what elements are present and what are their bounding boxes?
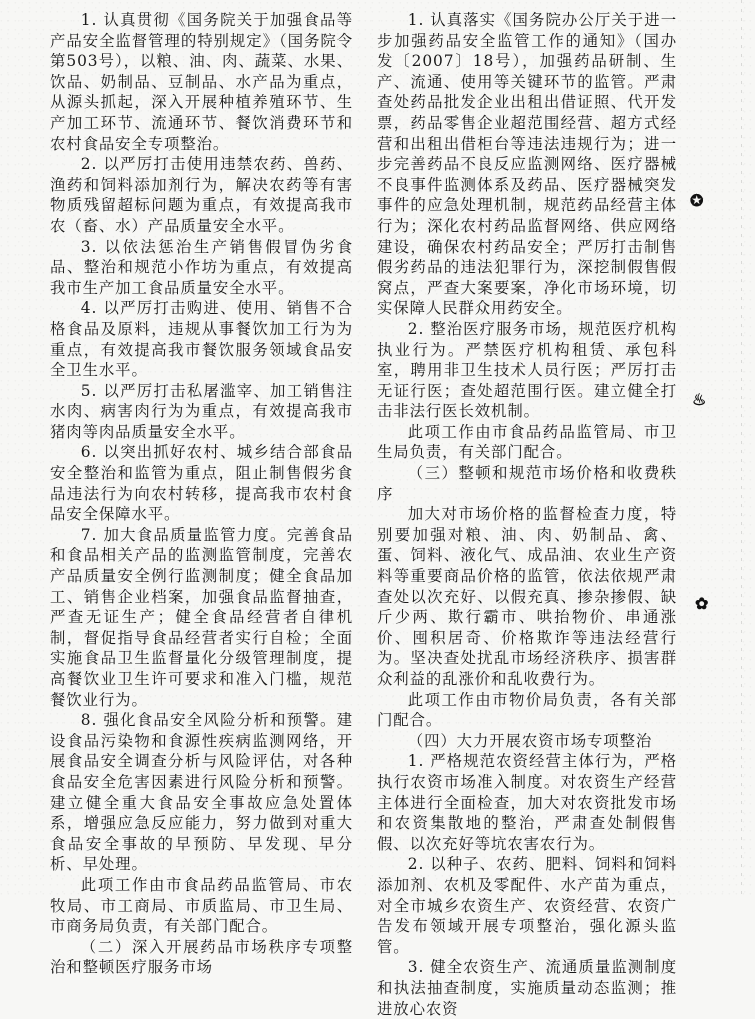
- paragraph-agri-item-3: 3. 健全农资生产、流通质量监测制度和执法抽查制度，实施质量动态监测；推进放心农资: [377, 958, 677, 1018]
- paragraph-food-item-7: 7. 加大食品质量监管力度。完善食品和食品相关产品的监测监管制度，完善农产品质量安全例行监测制度；健全食品加工、销售企业档案，加强食品监督抽查，严查无证生产；健全食品经营者自律机制，督促指导食品经营者实行自检；全面实施食品卫生监督量化分级管理制度，提高餐饮业卫生许可要求和准入门槛，规范餐饮业行为。: [50, 525, 353, 709]
- paragraph-responsibility-food: 此项工作由市食品药品监管局、市农牧局、市工商局、市质监局、市卫生局、市商务局负责，有关部门配合。: [50, 875, 353, 936]
- paragraph-food-item-3: 3. 以依法惩治生产销售假冒伪劣食品、整治和规范小作坊为重点，有效提高我市生产加工食品质量安全水平。: [50, 237, 353, 297]
- paragraph-price-supervision: 加大对市场价格的监督检查力度，特别要加强对粮、油、肉、奶制品、禽、蛋、饲料、液化气、成品油、农业生产资料等重要商品价格的监管，依法依规严肃查处以次充好、以假充真、掺杂掺假、缺斤少两、欺行霸市、哄抬物价、串通涨价、囤积居奇、价格欺诈等违法经营行为。坚决查处扰乱市场经济秩序、损害群众利益的乱涨价和乱收费行为。: [377, 505, 677, 688]
- paragraph-food-item-8: 8. 强化食品安全风险分析和预警。建设食品污染物和食源性疾病监测网络，开展食品安全调查分析与风险评估，对各种食品安全危害因素进行风险分析和预警。建立健全重大食品安全事故应急处置体系，增强应急反应能力，努力做到对重大食品安全事故的早预防、早发现、早分析、早处理。: [50, 711, 353, 874]
- paragraph-agri-item-2: 2. 以种子、农药、肥料、饲料和饲料添加剂、农机及零配件、水产苗为重点，对全市城乡农资生产、农资经营、农资广告发布领域开展专项整治，强化源头监管。: [377, 855, 677, 956]
- scan-edge-line: [741, 0, 742, 900]
- ink-blot-flame-icon: ♨: [692, 390, 707, 409]
- ink-blot-ring-icon: ✪: [690, 191, 704, 210]
- paragraph-drug-item-2: 2. 整治医疗服务市场，规范医疗机构执业行为。严禁医疗机构租赁、承包科室，聘用非卫生技术人员行医；严厉打击无证行医；查处超范围行医。建立健全打击非法行医长效机制。: [377, 319, 677, 421]
- paragraph-food-item-4: 4. 以严厉打击购进、使用、销售不合格食品及原料，违规从事餐饮加工行为为重点，有效提高我市餐饮服务领域食品安全卫生水平。: [50, 299, 353, 380]
- paragraph-food-item-6: 6. 以突出抓好农村、城乡结合部食品安全整治和监管为重点，阻止制售假劣食品违法行为向农村转移，提高我市农村食品安全保障水平。: [50, 443, 353, 524]
- ink-blot-gear-icon: ✿: [695, 594, 709, 613]
- section-heading-2: （二）深入开展药品市场秩序专项整治和整顿医疗服务市场: [50, 937, 353, 977]
- left-column: [50, 10, 353, 978]
- paragraph-drug-item-1: 1. 认真落实《国务院办公厅关于进一步加强药品安全监管工作的通知》（国办发〔2007〕18号），加强药品研制、生产、流通、使用等关键环节的监管。严肃查处药品批发企业出租出借证照、代开发票，药品零售企业超范围经营、超方式经营和出租出借柜台等违法违规行为；进一步完善药品不良反应监测网络、医疗器械不良事件监测体系及药品、医疗器械突发事件的应急处理机制，规范药品经营主体行为；深化农村药品监督网络、供应网络建设，确保农村药品安全；严厉打击制售假劣药品的违法犯罪行为，深挖制假售假窝点，严查大案要案，净化市场环境，切实保障人民群众用药安全。: [377, 11, 677, 318]
- paragraph-responsibility-drug: 此项工作由市食品药品监管局、市卫生局负责，有关部门配合。: [377, 422, 677, 462]
- section-heading-4: （四）大力开展农资市场专项整治: [407, 731, 653, 750]
- paragraph-agri-item-1: 1. 严格规范农资经营主体行为，严格执行农资市场准入制度。对农资生产经营主体进行全面检查，加大对农资批发市场和农资集散地的整治，严肃查处制假售假、以次充好等坑农害农行为。: [377, 752, 677, 853]
- paragraph-food-item-5: 5. 以严厉打击私屠滥宰、加工销售注水肉、病害肉行为为重点，有效提高我市猪肉等肉品质量安全水平。: [50, 381, 353, 441]
- paragraph-responsibility-price: 此项工作由市物价局负责，各有关部门配合。: [377, 690, 677, 730]
- section-heading-3: （三）整顿和规范市场价格和收费秩序: [377, 464, 677, 503]
- paragraph-food-item-2: 2. 以严厉打击使用违禁农药、兽药、渔药和饲料添加剂行为，解决农药等有害物质残留超标问题为重点，有效提高我市农（畜、水）产品质量安全水平。: [50, 155, 353, 235]
- paragraph-food-item-1: 1. 认真贯彻《国务院关于加强食品等产品安全监督管理的特别规定》（国务院令第503号），以粮、油、肉、蔬菜、水果、饮品、奶制品、豆制品、水产品为重点，从源头抓起，深入开展种植养殖环节、生产加工环节、流通环节、餐饮消费环节和农村食品安全专项整治。: [50, 11, 353, 153]
- right-column: [377, 10, 677, 1019]
